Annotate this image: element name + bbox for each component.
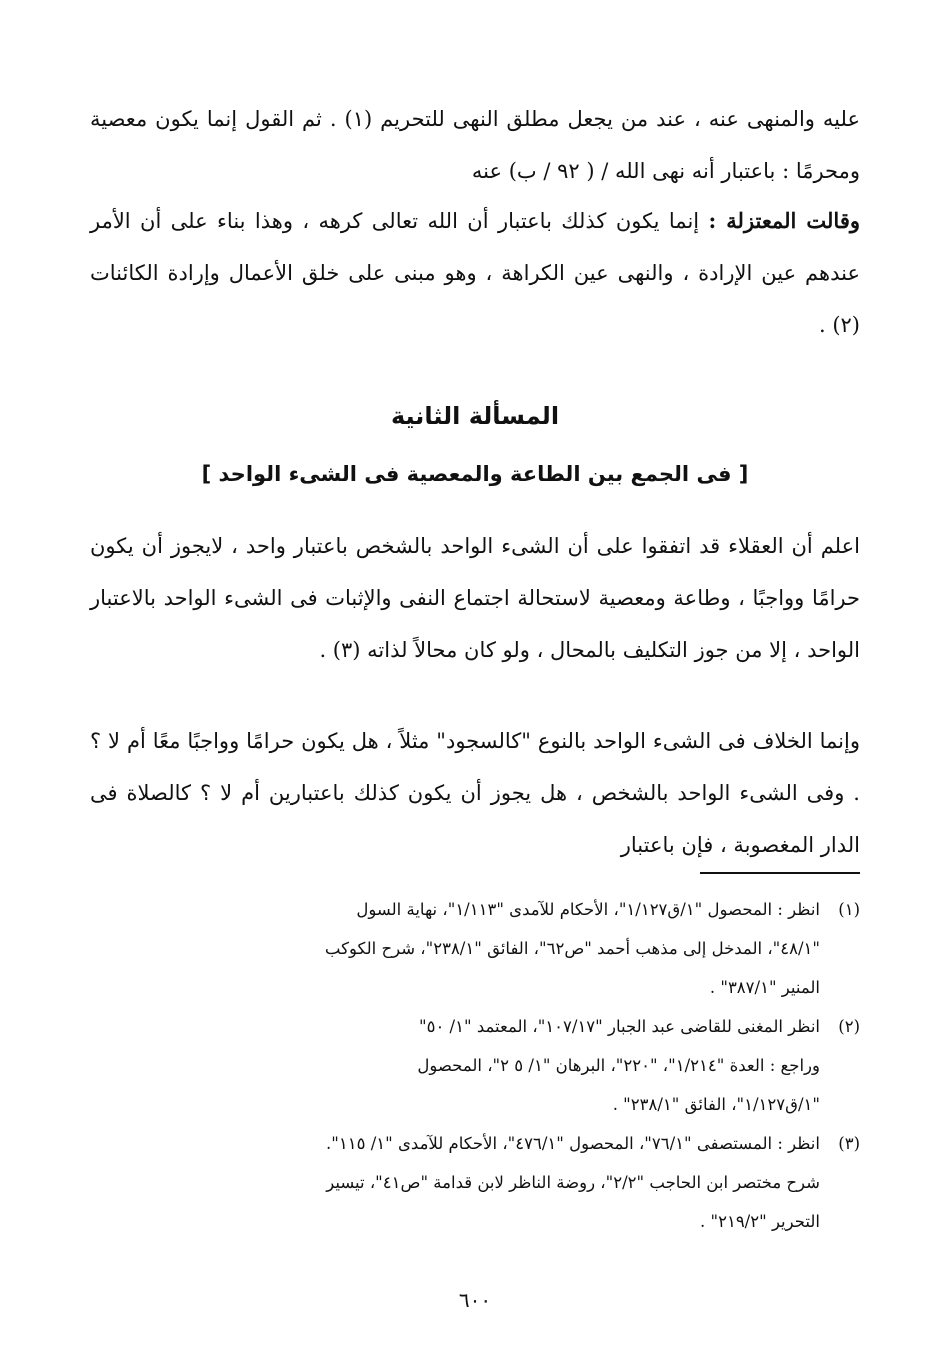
paragraph-3: اعلم أن العقلاء قد اتفقوا على أن الشىء الواحد بالشخص باعتبار واحد ، لايجوز أن يكون حرامًا وواجبًا ، وطاعة ومعصية لاستحالة اجتماع النفى والإثبات فى الشىء الواحد بالاعتبار الواحد ، إلا من جوز التكليف بالمحال ، ولو كان محالاً لذاته (٣) .: [90, 534, 860, 662]
footnote-text: [90, 1124, 820, 1241]
section-heading: المسألة الثانية: [390, 402, 560, 430]
paragraph-2: [90, 195, 860, 351]
footnote-line: شرح مختصر ابن الحاجب "٢/٢"، روضة الناظر لابن قدامة "ص٤١"، تيسير: [326, 1173, 820, 1192]
footnote-line: التحرير "٢١٩/٢" .: [700, 1212, 820, 1231]
footnote-line: وراجع : العدة "١/٢١٤"، "٢٢٠"، البرهان "١/ ٥ ٢"، المحصول: [417, 1056, 820, 1075]
footnote-line: "١/ق١/١٢٧"، الفائق "٢٣٨/١" .: [612, 1095, 820, 1114]
section-subheading: [ فى الجمع بين الطاعة والمعصية فى الشىء الواحد ]: [201, 462, 749, 486]
paragraph-2-lead: وقالت المعتزلة :: [708, 208, 860, 233]
footnote-line: المنير "٣٨٧/١" .: [709, 978, 820, 997]
footnote-number: (٣): [838, 1134, 860, 1153]
footnote-line: "٤٨/١"، المدخل إلى مذهب أحمد "ص٦٢"، الفائق "٢٣٨/١"، شرح الكوكب: [324, 939, 820, 958]
footnotes: [90, 890, 860, 1241]
page-number: ٦٠٠: [458, 1288, 492, 1312]
footnote-separator: [700, 872, 860, 874]
footnote-text: [90, 890, 820, 1007]
paragraph-2-text: إنما يكون كذلك باعتبار أن الله تعالى كرهه ، وهذا بناء على أن الأمر عندهم عين الإرادة ، والنهى عين الكراهة ، وهو مبنى على خلق الأعمال وإرادة الكائنات (٢) .: [90, 209, 860, 337]
paragraph-1: عليه والمنهى عنه ، عند من يجعل مطلق النهى للتحريم (١) . ثم القول إنما يكون معصية ومحرمًا : باعتبار أنه نهى الله / ( ٩٢ / ب) عنه: [90, 107, 860, 183]
footnote-number: (٢): [838, 1017, 860, 1036]
footnote-3: [90, 1124, 860, 1241]
footnote-line: انظر : المحصول "١/ق١/١٢٧"، الأحكام للآمدى "١/١١٣"، نهاية السول: [356, 900, 820, 919]
footnote-text: [90, 1007, 820, 1124]
footnote-2: [90, 1007, 860, 1124]
footnote-number: (١): [838, 900, 860, 919]
paragraph-4: وإنما الخلاف فى الشىء الواحد بالنوع "كالسجود" مثلاً ، هل يكون حرامًا وواجبًا معًا أم لا ؟ . وفى الشىء الواحد بالشخص ، هل يجوز أن يكون كذلك باعتبارين أم لا ؟ كالصلاة فى الدار المغصوبة ، فإن باعتبار: [90, 729, 860, 857]
footnote-1: [90, 890, 860, 1007]
footnote-line: انظر المغنى للقاضى عبد الجبار "١٠٧/١٧"، المعتمد "١/ ٥٠": [418, 1017, 820, 1036]
footnote-line: انظر : المستصفى "٧٦/١"، المحصول "٤٧٦/١"، الأحكام للآمدى "١/ ١١٥".: [326, 1134, 820, 1153]
